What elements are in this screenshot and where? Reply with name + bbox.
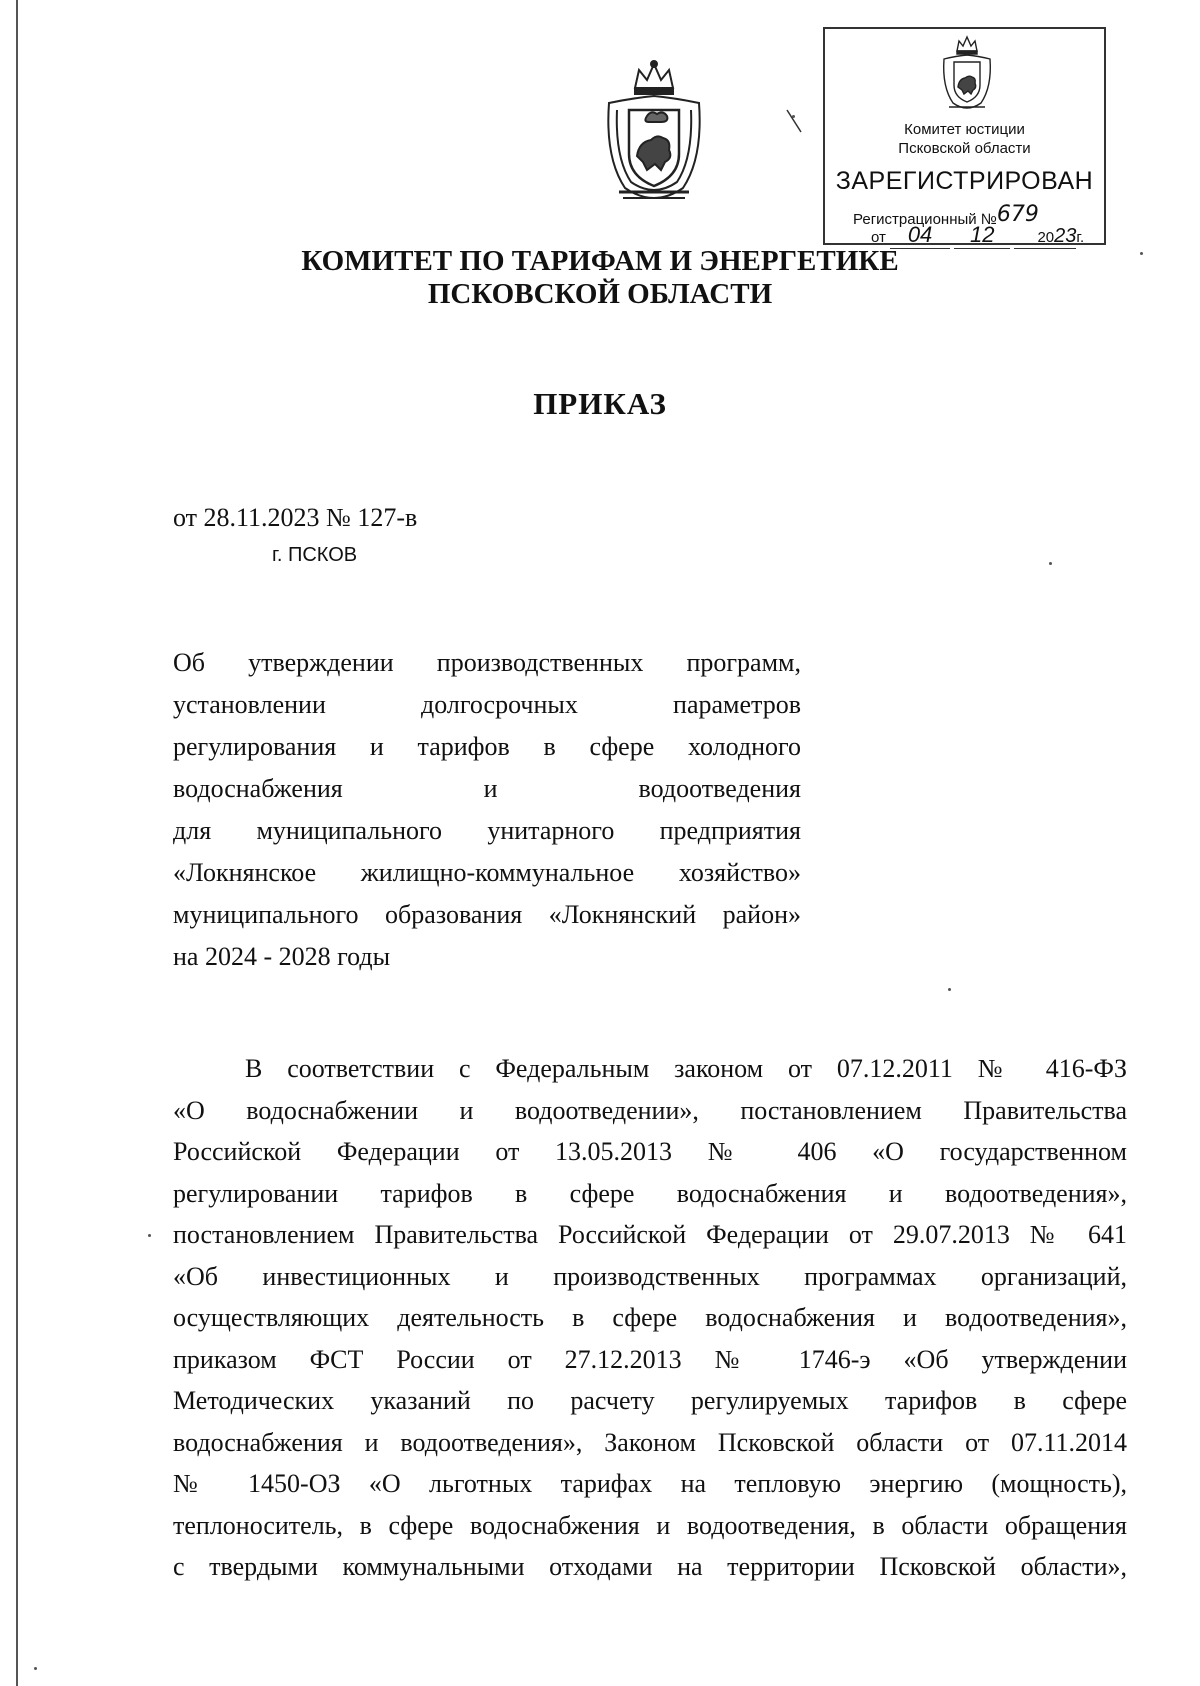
stamp-year-prefix: 20 [1037,229,1055,246]
subject-line: муниципального образования «Локнянский район» [173,900,801,929]
order-city: г. ПСКОВ [272,544,358,566]
body-line: Российской Федерации от 13.05.2013 № 406 «О государственном [173,1137,1127,1166]
body-line: № 1450-ОЗ «О льготных тарифах на тепловую энергию (мощность), [173,1469,1127,1498]
body-line: водоснабжения и водоотведения», Законом Псковской области от 07.11.2014 [173,1427,1127,1457]
body-line: осуществляющих деятельность в сфере водоснабжения и водоотведения», [173,1303,1127,1332]
order-subject [173,642,801,978]
scan-speck [948,988,951,991]
document-type: ПРИКАЗ [533,386,667,421]
stamp-date-prefix: от [871,229,886,246]
body-line: «О водоснабжении и водоотведении», постановлением Правительства [173,1095,1127,1125]
organization-name [0,245,1200,311]
organization-line1: КОМИТЕТ ПО ТАРИФАМ И ЭНЕРГЕТИКЕ [301,245,899,277]
body-line: теплоноситель, в сфере водоснабжения и водоотведения, в области обращения [173,1510,1127,1540]
scan-speck [1140,252,1143,255]
stamp-date-day: 04 [890,222,950,249]
scan-speck [148,1234,151,1237]
stamp-authority-line1: Комитет юстиции [904,121,1025,138]
body-line: Методических указаний по расчету регулируемых тарифов в сфере [173,1386,1127,1415]
stamp-reg-number: 679 [996,202,1039,227]
subject-line: для муниципального унитарного предприятия [173,816,801,845]
subject-line: установлении долгосрочных параметров [173,690,801,719]
registration-stamp [823,27,1106,245]
stamp-status: ЗАРЕГИСТРИРОВАН [835,167,1094,195]
stamp-year-end: г. [1076,229,1085,246]
body-line: регулировании тарифов в сфере водоснабжения и водоотведения», [173,1178,1127,1208]
subject-line: на 2024 - 2028 годы [173,942,391,971]
subject-line: регулирования и тарифов в сфере холодного [173,732,801,761]
order-date-number: от 28.11.2023 № 127-в [173,503,418,532]
scan-mark [785,108,805,134]
stamp-authority-line2: Псковской области [898,140,1031,157]
subject-line: Об утверждении производственных программ, [173,648,801,677]
body-line: В соответствии с Федеральным законом от 07.12.2011 № 416-ФЗ [245,1054,1127,1083]
stamp-reg-label: Регистрационный № [853,211,997,228]
body-line: «Об инвестиционных и производственных программах организаций, [173,1261,1127,1291]
scan-speck [34,1667,37,1670]
stamp-date-month: 12 [954,222,1010,249]
body-line: с твердыми коммунальными отходами на территории Псковской области», [173,1552,1127,1581]
pskov-coat-of-arms-icon [595,58,713,208]
order-body [173,1048,1127,1588]
stamp-coat-of-arms-icon [938,35,996,115]
subject-line: «Локнянское жилищно-коммунальное хозяйство» [173,858,801,887]
scan-speck [1049,562,1052,565]
stamp-year-suffix: 23 [1054,225,1077,247]
body-line: постановлением Правительства Российской Федерации от 29.07.2013 № 641 [173,1220,1127,1249]
organization-line2: ПСКОВСКОЙ ОБЛАСТИ [427,278,773,310]
subject-line: водоснабжения и водоотведения [173,774,801,803]
body-line: приказом ФСТ России от 27.12.2013 № 1746-э «Об утверждении [173,1344,1127,1374]
